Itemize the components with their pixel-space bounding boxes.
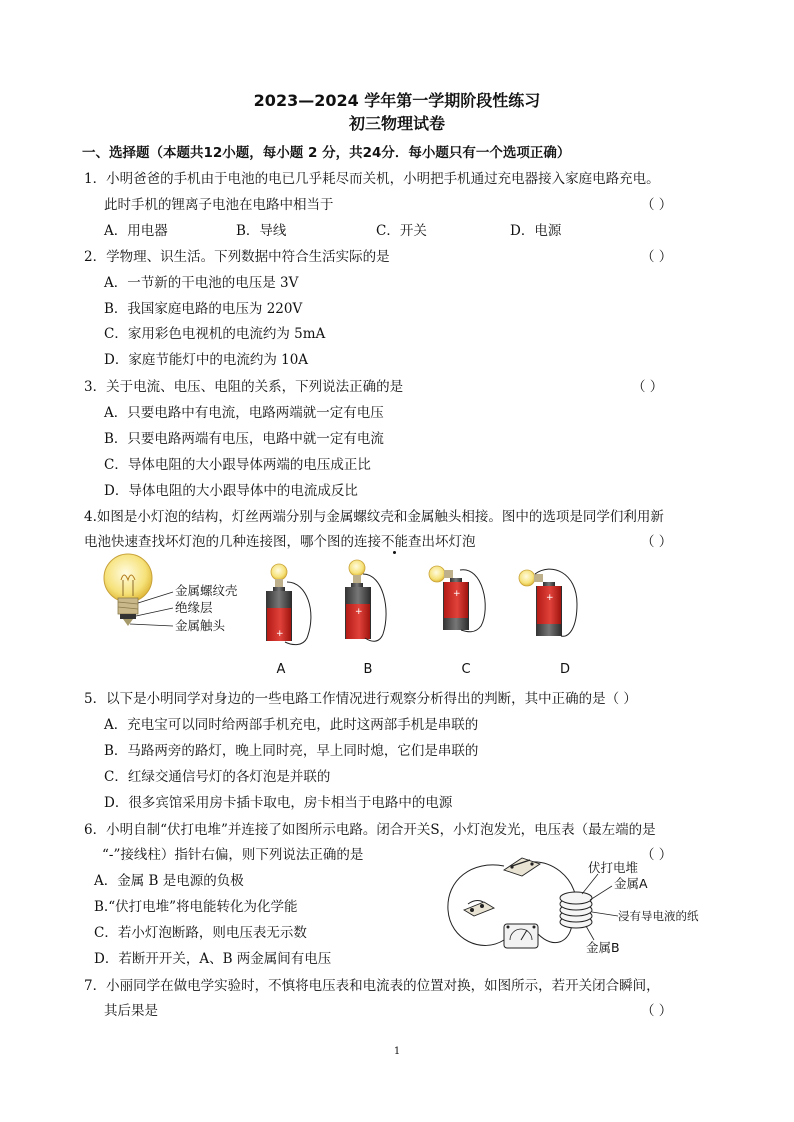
- q5-stem: 5．以下是小明同学对身边的一些电路工作情况进行观察分析得出的判断，其中正确的是（ ）: [84, 691, 637, 707]
- q5-option-d: D．很多宾馆采用房卡插卡取电，房卡相当于电路中的电源: [104, 795, 453, 811]
- q1-option-a: A．用电器: [104, 223, 168, 239]
- voltaic-pile-symbol: [560, 892, 592, 928]
- q2-answer-paren: （ ）: [641, 249, 673, 265]
- exam-title: 2023—2024 学年第一学期阶段性练习: [253, 91, 541, 110]
- q4-stem-pre: 电池快速查找坏灯泡的几种连接图，哪个图的连接: [84, 534, 381, 550]
- q2-option-c: C．家用彩色电视机的电流约为 5mA: [104, 326, 326, 342]
- q6-option-d: D．若断开开关，A、B 两金属间有电压: [94, 951, 332, 967]
- q2-option-a: A．一节新的干电池的电压是 3V: [104, 275, 299, 291]
- q1-option-d: D．电源: [510, 223, 562, 239]
- q6-figure: [442, 850, 699, 960]
- q6-stem-line1: 6．小明自制“伏打电堆”并连接了如图所示电路。闭合开关S，小灯泡发光，电压表（最左端的是: [84, 822, 656, 838]
- q1-answer-paren: （ ）: [641, 197, 673, 213]
- q5-option-b: B．马路两旁的路灯，晚上同时亮，早上同时熄，它们是串联的: [104, 743, 479, 759]
- q7-stem-line2: 其后果是: [104, 1003, 158, 1019]
- q1-stem-line2: 此时手机的锂离子电池在电路中相当于: [104, 197, 334, 213]
- q4-figure: [95, 552, 595, 682]
- q3-option-d: D．导体电阻的大小跟导体中的电流成反比: [104, 483, 358, 499]
- switch-symbol: [504, 858, 540, 876]
- q4-answer-paren: （ ）: [641, 534, 673, 550]
- label-conductive-paper: 浸有导电液的纸: [618, 909, 699, 923]
- q5-option-a: A．充电宝可以同时给两部手机充电，此时这两部手机是串联的: [104, 717, 479, 733]
- label-metal-a: 金属A: [614, 876, 648, 891]
- q3-answer-paren: （ ）: [632, 379, 664, 395]
- q1-option-b: B．导线: [236, 223, 287, 239]
- q6-option-c: C．若小灯泡断路，则电压表无示数: [94, 925, 307, 941]
- q3-option-a: A．只要电路中有电流，电路两端就一定有电压: [104, 405, 384, 421]
- q3-option-b: B．只要电路两端有电压，电路中就一定有电流: [104, 431, 384, 447]
- q4-stem-line2: [84, 530, 476, 550]
- svg-text:+: +: [546, 593, 554, 603]
- section-heading: 一、选择题（本题共12小题，每小题 2 分，共24分．每小题只有一个选项正确）: [82, 145, 571, 161]
- q7-stem-line1: 7．小丽同学在做电学实验时，不慎将电压表和电流表的位置对换，如图所示，若开关闭合瞬间，: [84, 978, 660, 994]
- label-insulation-layer: 绝缘层: [175, 600, 213, 615]
- q2-stem: 2．学物理、识生活。下列数据中符合生活实际的是: [84, 249, 390, 265]
- connection-diagram-b: [345, 560, 386, 677]
- q6-stem-line2: “-”接线柱）指针右偏，则下列说法正确的是: [102, 847, 364, 863]
- q1-option-c: C．开关: [376, 223, 427, 239]
- page-number: 1: [393, 1046, 401, 1057]
- label-voltaic-pile: 伏打电堆: [588, 860, 639, 875]
- q7-answer-paren: （ ）: [641, 1003, 673, 1019]
- connection-diagram-c: [429, 566, 485, 677]
- q2-option-b: B．我国家庭电路的电压为 220V: [104, 301, 303, 317]
- q6-answer-paren: （ ）: [641, 847, 673, 863]
- exam-subtitle: 初三物理试卷: [348, 114, 445, 133]
- option-label-b: B: [363, 662, 373, 677]
- connection-diagram-a: [266, 564, 311, 677]
- svg-text:+: +: [276, 629, 284, 639]
- q3-stem: 3．关于电流、电压、电阻的关系，下列说法正确的是: [84, 379, 404, 395]
- option-label-c: C: [461, 662, 471, 677]
- connection-diagram-d: [519, 569, 577, 677]
- bulb-structure-diagram: [104, 554, 238, 633]
- svg-text:+: +: [453, 589, 461, 599]
- label-metal-b: 金属B: [586, 940, 620, 955]
- svg-text:+: +: [355, 607, 363, 617]
- q4-stem-line1: 4.如图是小灯泡的结构，灯丝两端分别与金属螺纹壳和金属触头相接。图中的选项是同学们利用新: [84, 509, 664, 525]
- label-metal-contact: 金属触头: [175, 618, 226, 633]
- label-metal-screw-shell: 金属螺纹壳: [175, 583, 238, 598]
- q2-option-d: D．家庭节能灯中的电流约为 10A: [104, 352, 309, 368]
- q4-stem-post: 查出坏灯泡: [408, 534, 476, 550]
- q1-stem-line1: 1．小明爸爸的手机由于电池的电已几乎耗尽而关机，小明把手机通过充电器接入家庭电路充电。: [84, 171, 660, 187]
- option-label-a: A: [276, 662, 286, 677]
- q4-emphasis-cannot: 不能: [381, 534, 408, 550]
- q6-option-a: A．金属 B 是电源的负极: [94, 873, 244, 889]
- q3-option-c: C．导体电阻的大小跟导体两端的电压成正比: [104, 457, 371, 473]
- voltmeter-symbol: [504, 924, 538, 948]
- q6-option-b: B.“伏打电堆”将电能转化为化学能: [94, 899, 298, 915]
- q5-option-c: C．红绿交通信号灯的各灯泡是并联的: [104, 769, 331, 785]
- option-label-d: D: [559, 662, 571, 677]
